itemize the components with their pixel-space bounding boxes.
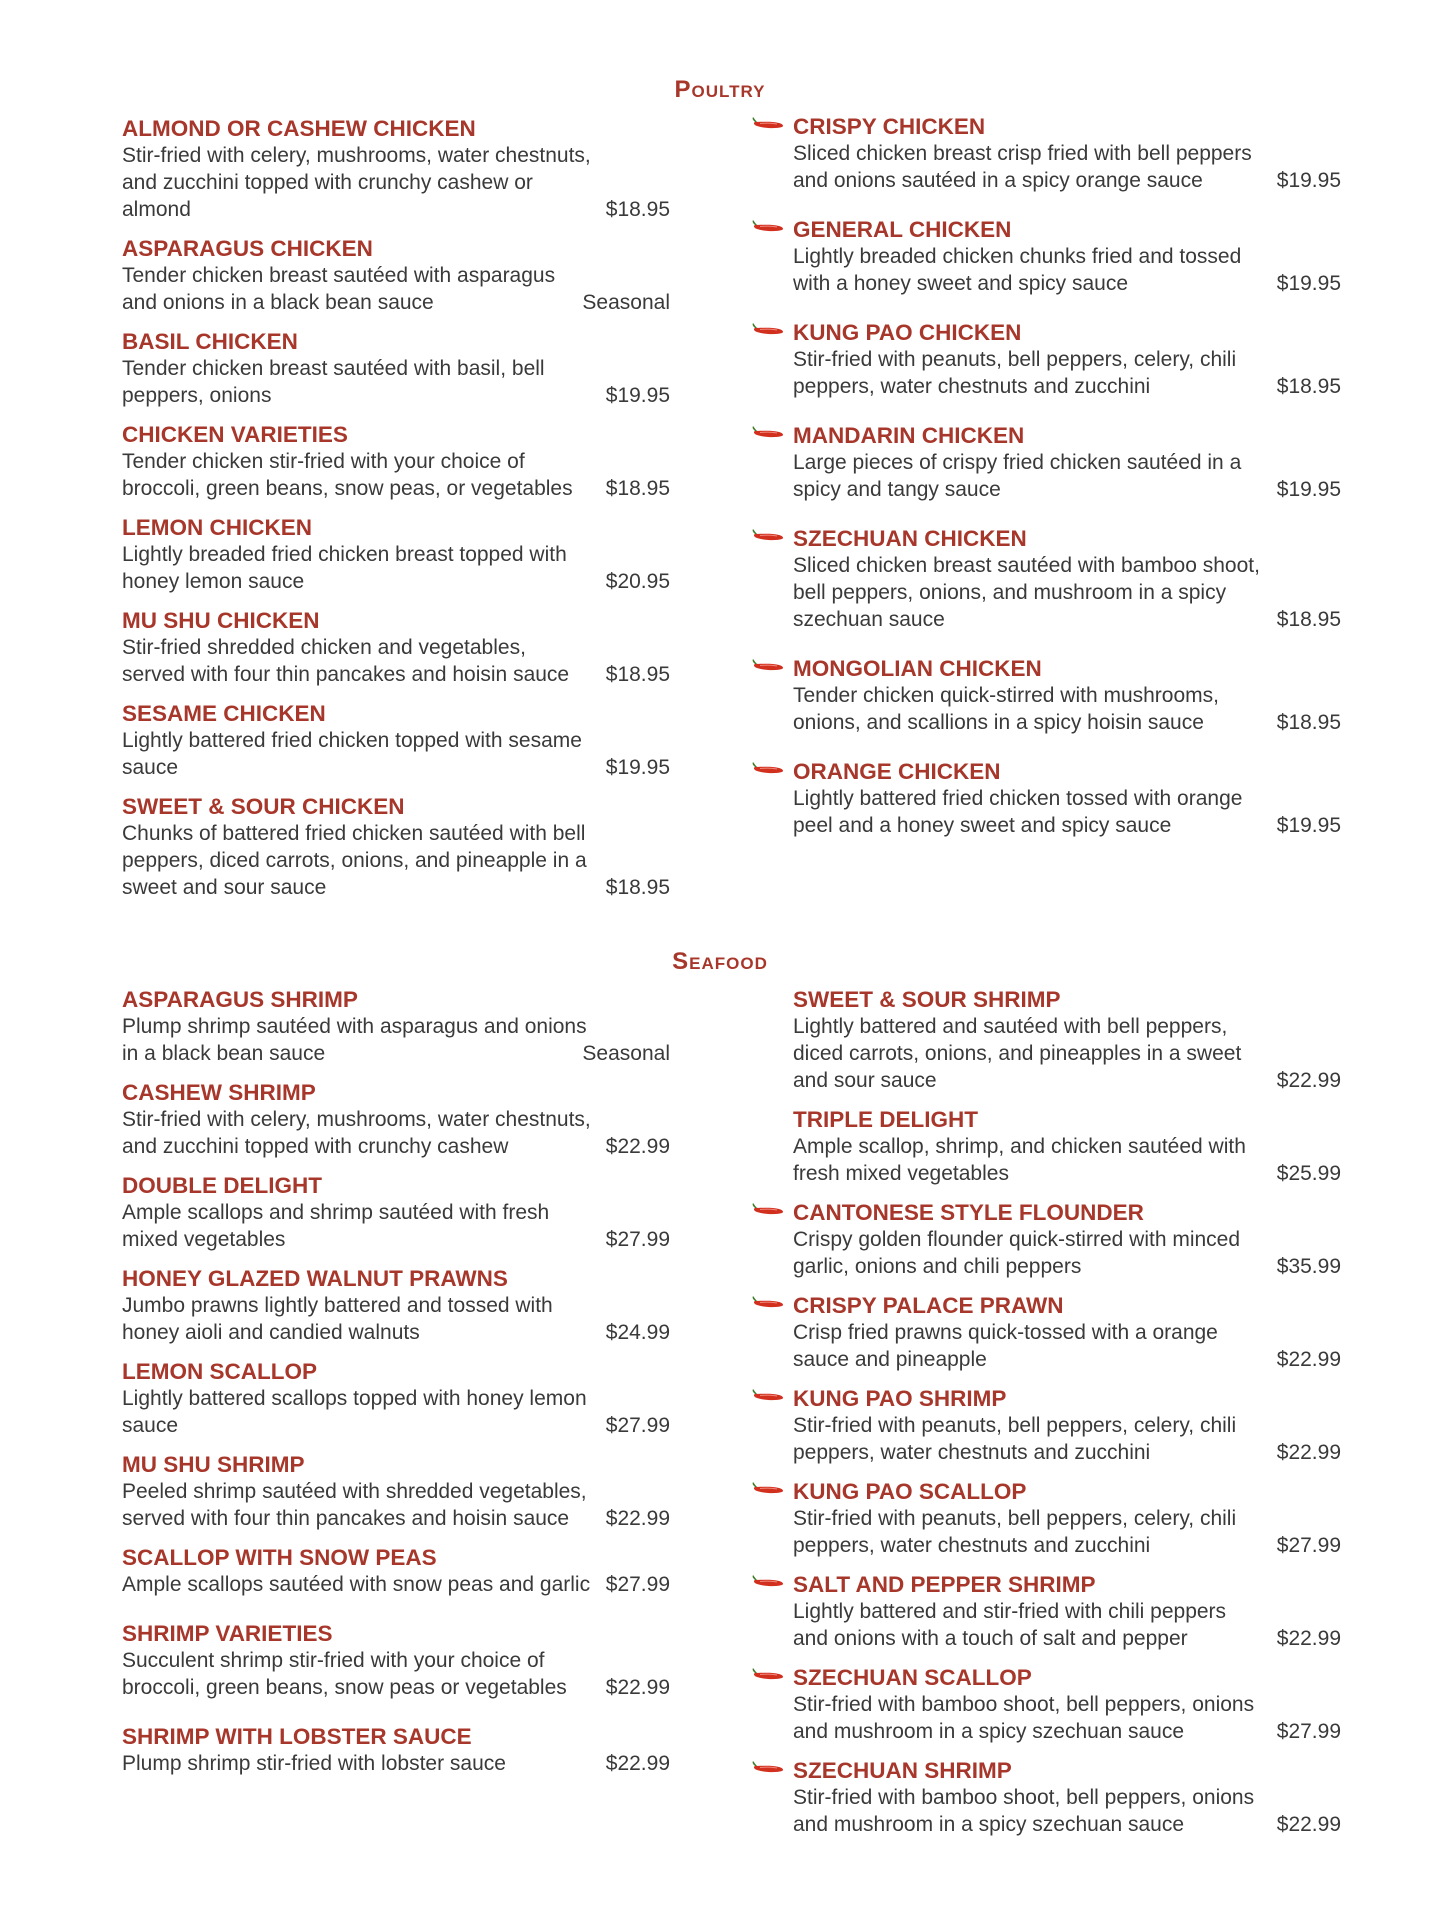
menu-item xyxy=(122,235,670,316)
menu-item-name: MU SHU CHICKEN xyxy=(122,608,320,633)
menu-item-price: Seasonal xyxy=(582,291,670,314)
chili-pepper-icon xyxy=(751,1667,785,1683)
menu-item-price: $22.99 xyxy=(605,1676,670,1699)
menu-item-price: $35.99 xyxy=(1276,1255,1341,1278)
seafood-left-column xyxy=(122,986,670,1777)
menu-item xyxy=(793,655,1341,736)
menu-item xyxy=(793,986,1341,1094)
menu-item xyxy=(122,1079,670,1160)
menu-item xyxy=(122,1723,670,1777)
menu-item-description-row xyxy=(793,1412,1341,1466)
menu-item xyxy=(122,1265,670,1346)
menu-item-description: Sliced chicken breast sautéed with bamboo shoot, bell peppers, onions, and mushroom in a spicy szechuan sauce xyxy=(793,554,1260,631)
menu-item-description-row xyxy=(793,1784,1341,1838)
menu-item-description-row xyxy=(793,552,1341,633)
menu-item-price: $22.99 xyxy=(1276,1627,1341,1650)
menu-item-name: SZECHUAN SHRIMP xyxy=(793,1758,1012,1783)
chili-pepper-icon xyxy=(751,1760,785,1776)
menu-item-name: ALMOND OR CASHEW CHICKEN xyxy=(122,116,476,141)
menu-item-name: SWEET & SOUR SHRIMP xyxy=(793,987,1061,1012)
menu-item-price: $18.95 xyxy=(605,477,670,500)
menu-item-name: SCALLOP WITH SNOW PEAS xyxy=(122,1545,437,1570)
menu-item-price: $22.99 xyxy=(605,1135,670,1158)
menu-item-name: KUNG PAO CHICKEN xyxy=(793,320,1022,345)
menu-item-name: SHRIMP WITH LOBSTER SAUCE xyxy=(122,1724,472,1749)
menu-item-description-row xyxy=(122,1647,670,1701)
menu-item-name: SZECHUAN SCALLOP xyxy=(793,1665,1032,1690)
menu-item-price: $19.95 xyxy=(1276,169,1341,192)
menu-item-price: $19.95 xyxy=(1276,814,1341,837)
menu-item-description-row xyxy=(122,1478,670,1532)
chili-pepper-icon xyxy=(751,761,785,777)
menu-item-price: $18.95 xyxy=(1276,375,1341,398)
menu-item-description: Tender chicken stir-fried with your choice of broccoli, green beans, snow peas, or vegetables xyxy=(122,450,573,500)
menu-item-description: Lightly battered and sautéed with bell peppers, diced carrots, onions, and pineapples in a sweet and sour sauce xyxy=(793,1015,1242,1092)
menu-item-description-row xyxy=(793,140,1341,194)
menu-item-description: Stir-fried with peanuts, bell peppers, celery, chili peppers, water chestnuts and zucchini xyxy=(793,348,1237,398)
menu-item-name: ASPARAGUS CHICKEN xyxy=(122,236,373,261)
menu-item xyxy=(122,700,670,781)
menu-item-name: CHICKEN VARIETIES xyxy=(122,422,348,447)
menu-item-name: SHRIMP VARIETIES xyxy=(122,1621,333,1646)
menu-item xyxy=(122,1358,670,1439)
menu-item-description: Lightly battered fried chicken topped with sesame sauce xyxy=(122,729,582,779)
menu-item xyxy=(793,1478,1341,1559)
menu-item-name: KUNG PAO SCALLOP xyxy=(793,1479,1027,1504)
menu-item-description: Tender chicken breast sautéed with basil, bell peppers, onions xyxy=(122,357,545,407)
menu-item-description-row xyxy=(793,682,1341,736)
menu-item-description: Ample scallop, shrimp, and chicken sautéed with fresh mixed vegetables xyxy=(793,1135,1246,1185)
menu-item-price: $19.95 xyxy=(605,756,670,779)
menu-item-description-row xyxy=(122,1106,670,1160)
menu-item xyxy=(793,319,1341,400)
menu-item-description-row xyxy=(122,1571,670,1598)
menu-item-description: Peeled shrimp sautéed with shredded vegetables, served with four thin pancakes and hoisin sauce xyxy=(122,1480,587,1530)
menu-item-description-row xyxy=(793,785,1341,839)
menu-item-name: CRISPY CHICKEN xyxy=(793,114,986,139)
menu-item-name: SESAME CHICKEN xyxy=(122,701,326,726)
chili-pepper-icon xyxy=(751,116,785,132)
menu-item-description: Large pieces of crispy fried chicken sautéed in a spicy and tangy sauce xyxy=(793,451,1242,501)
menu-item-description: Plump shrimp stir-fried with lobster sauce xyxy=(122,1752,506,1775)
menu-item-description-row xyxy=(122,262,670,316)
poultry-right-column xyxy=(793,113,1341,839)
menu-item-price: $19.95 xyxy=(1276,272,1341,295)
chili-pepper-icon xyxy=(751,322,785,338)
menu-item-description: Jumbo prawns lightly battered and tossed with honey aioli and candied walnuts xyxy=(122,1294,553,1344)
seafood-right-column xyxy=(793,986,1341,1838)
menu-item-price: $20.95 xyxy=(605,570,670,593)
menu-item-name: SWEET & SOUR CHICKEN xyxy=(122,794,405,819)
menu-item xyxy=(122,1451,670,1532)
menu-item-description: Lightly battered fried chicken tossed with orange peel and a honey sweet and spicy sauce xyxy=(793,787,1243,837)
menu-item-price: $25.99 xyxy=(1276,1162,1341,1185)
menu-item xyxy=(793,422,1341,503)
menu-item-name: SZECHUAN CHICKEN xyxy=(793,526,1027,551)
menu-item-name: CASHEW SHRIMP xyxy=(122,1080,316,1105)
menu-item xyxy=(793,1757,1341,1838)
menu-item-name: MONGOLIAN CHICKEN xyxy=(793,656,1042,681)
menu-item-name: CANTONESE STYLE FLOUNDER xyxy=(793,1200,1144,1225)
menu-item-description-row xyxy=(793,1319,1341,1373)
menu-item xyxy=(122,793,670,901)
menu-item-price: $27.99 xyxy=(1276,1534,1341,1557)
menu-item-price: $18.95 xyxy=(605,663,670,686)
menu-item-description: Lightly breaded fried chicken breast topped with honey lemon sauce xyxy=(122,543,567,593)
menu-item-price: $27.99 xyxy=(1276,1720,1341,1743)
menu-item xyxy=(122,607,670,688)
menu-item xyxy=(793,1385,1341,1466)
menu-item xyxy=(793,1664,1341,1745)
menu-item xyxy=(122,1172,670,1253)
menu-item-description-row xyxy=(793,1226,1341,1280)
menu-item-description-row xyxy=(122,820,670,901)
menu-item-price: $24.99 xyxy=(605,1321,670,1344)
menu-item-description: Succulent shrimp stir-fried with your choice of broccoli, green beans, snow peas or vegetables xyxy=(122,1649,567,1699)
menu-item-description-row xyxy=(793,1013,1341,1094)
menu-item-price: $18.95 xyxy=(605,198,670,221)
menu-item-description: Stir-fried with celery, mushrooms, water chestnuts, and zucchini topped with crunchy cashew xyxy=(122,1108,591,1158)
menu-item-price: $22.99 xyxy=(1276,1441,1341,1464)
seafood-section-title: Seafood xyxy=(672,948,768,975)
menu-item-description-row xyxy=(793,1598,1341,1652)
menu-item-description: Lightly breaded chicken chunks fried and tossed with a honey sweet and spicy sauce xyxy=(793,245,1242,295)
menu-item-price: $19.95 xyxy=(1276,478,1341,501)
menu-item-description-row xyxy=(793,1133,1341,1187)
menu-item xyxy=(793,113,1341,194)
menu-item-description: Chunks of battered fried chicken sautéed with bell peppers, diced carrots, onions, and pineapple in a sweet and sour sauce xyxy=(122,822,587,899)
menu-item-name: DOUBLE DELIGHT xyxy=(122,1173,322,1198)
menu-item-description-row xyxy=(122,1013,670,1067)
menu-item-description: Crisp fried prawns quick-tossed with a orange sauce and pineapple xyxy=(793,1321,1218,1371)
poultry-section-title: Poultry xyxy=(674,76,766,103)
menu-item-name: ORANGE CHICKEN xyxy=(793,759,1001,784)
menu-item-description-row xyxy=(122,1292,670,1346)
menu-item-description: Plump shrimp sautéed with asparagus and onions in a black bean sauce xyxy=(122,1015,587,1065)
menu-item-description-row xyxy=(122,142,670,223)
menu-item-name: ASPARAGUS SHRIMP xyxy=(122,987,358,1012)
menu-item-description: Lightly battered scallops topped with honey lemon sauce xyxy=(122,1387,587,1437)
menu-item-name: GENERAL CHICKEN xyxy=(793,217,1012,242)
menu-item-description-row xyxy=(122,355,670,409)
menu-item-description: Stir-fried with bamboo shoot, bell peppers, onions and mushroom in a spicy szechuan sauce xyxy=(793,1693,1255,1743)
menu-item-description: Stir-fried shredded chicken and vegetables, served with four thin pancakes and hoisin sauce xyxy=(122,636,570,686)
menu-item-price: $27.99 xyxy=(605,1228,670,1251)
menu-item-description-row xyxy=(122,1385,670,1439)
menu-item-price: Seasonal xyxy=(582,1042,670,1065)
menu-item-price: $22.99 xyxy=(1276,1069,1341,1092)
menu-item-price: $18.95 xyxy=(1276,608,1341,631)
menu-item-name: CRISPY PALACE PRAWN xyxy=(793,1293,1064,1318)
menu-item-name: BASIL CHICKEN xyxy=(122,329,298,354)
menu-item-description-row xyxy=(122,634,670,688)
menu-item-description: Crispy golden flounder quick-stirred with minced garlic, onions and chili peppers xyxy=(793,1228,1241,1278)
menu-item-price: $27.99 xyxy=(605,1573,670,1596)
menu-item-description: Stir-fried with peanuts, bell peppers, celery, chili peppers, water chestnuts and zucchini xyxy=(793,1414,1237,1464)
chili-pepper-icon xyxy=(751,1574,785,1590)
menu-item xyxy=(122,328,670,409)
menu-item xyxy=(793,1292,1341,1373)
menu-item-description-row xyxy=(793,1691,1341,1745)
menu-item-description: Ample scallops and shrimp sautéed with fresh mixed vegetables xyxy=(122,1201,550,1251)
menu-item-description-row xyxy=(793,1505,1341,1559)
menu-item xyxy=(793,1199,1341,1280)
menu-item-description-row xyxy=(122,541,670,595)
menu-item-price: $18.95 xyxy=(1276,711,1341,734)
menu-item-name: MANDARIN CHICKEN xyxy=(793,423,1025,448)
menu-item-description-row xyxy=(122,1750,670,1777)
menu-item-description: Stir-fried with celery, mushrooms, water chestnuts, and zucchini topped with crunchy cashew or almond xyxy=(122,144,591,221)
menu-item-description: Sliced chicken breast crisp fried with bell peppers and onions sautéed in a spicy orange sauce xyxy=(793,142,1252,192)
chili-pepper-icon xyxy=(751,658,785,674)
menu-item-description-row xyxy=(793,243,1341,297)
menu-item-price: $22.99 xyxy=(1276,1813,1341,1836)
menu-item-price: $18.95 xyxy=(605,876,670,899)
chili-pepper-icon xyxy=(751,1481,785,1497)
menu-item xyxy=(122,514,670,595)
chili-pepper-icon xyxy=(751,1295,785,1311)
menu-item-price: $22.99 xyxy=(605,1507,670,1530)
menu-item xyxy=(793,1106,1341,1187)
poultry-left-column xyxy=(122,113,670,901)
menu-item-description: Tender chicken quick-stirred with mushrooms, onions, and scallions in a spicy hoisin sauce xyxy=(793,684,1219,734)
menu-item-description: Stir-fried with peanuts, bell peppers, celery, chili peppers, water chestnuts and zucchini xyxy=(793,1507,1237,1557)
menu-item xyxy=(122,986,670,1067)
chili-pepper-icon xyxy=(751,425,785,441)
menu-item-price: $27.99 xyxy=(605,1414,670,1437)
menu-item-description-row xyxy=(122,1199,670,1253)
menu-item-description: Stir-fried with bamboo shoot, bell peppers, onions and mushroom in a spicy szechuan sauce xyxy=(793,1786,1255,1836)
menu-item-name: TRIPLE DELIGHT xyxy=(793,1107,978,1132)
menu-item xyxy=(122,1544,670,1598)
menu-item-description-row xyxy=(122,727,670,781)
menu-item xyxy=(793,1571,1341,1652)
menu-item-name: SALT AND PEPPER SHRIMP xyxy=(793,1572,1096,1597)
menu-item xyxy=(793,758,1341,839)
menu-item xyxy=(122,1620,670,1701)
chili-pepper-icon xyxy=(751,1388,785,1404)
menu-item xyxy=(122,115,670,223)
chili-pepper-icon xyxy=(751,219,785,235)
menu-item-description-row xyxy=(122,448,670,502)
menu-item-name: MU SHU SHRIMP xyxy=(122,1452,305,1477)
menu-item-description-row xyxy=(793,346,1341,400)
menu-item-description: Ample scallops sautéed with snow peas and garlic xyxy=(122,1573,591,1596)
menu-item-description-row xyxy=(793,449,1341,503)
menu-item-name: KUNG PAO SHRIMP xyxy=(793,1386,1007,1411)
menu-item xyxy=(793,525,1341,633)
menu-item-price: $22.99 xyxy=(605,1752,670,1775)
menu-item-price: $22.99 xyxy=(1276,1348,1341,1371)
menu-item-description: Lightly battered and stir-fried with chili peppers and onions with a touch of salt and pepper xyxy=(793,1600,1227,1650)
menu-item-name: LEMON CHICKEN xyxy=(122,515,312,540)
menu-item xyxy=(122,421,670,502)
menu-item-description: Tender chicken breast sautéed with asparagus and onions in a black bean sauce xyxy=(122,264,556,314)
menu-item-name: HONEY GLAZED WALNUT PRAWNS xyxy=(122,1266,508,1291)
menu-item-name: LEMON SCALLOP xyxy=(122,1359,317,1384)
chili-pepper-icon xyxy=(751,1202,785,1218)
menu-item-price: $19.95 xyxy=(605,384,670,407)
chili-pepper-icon xyxy=(751,528,785,544)
menu-item xyxy=(793,216,1341,297)
